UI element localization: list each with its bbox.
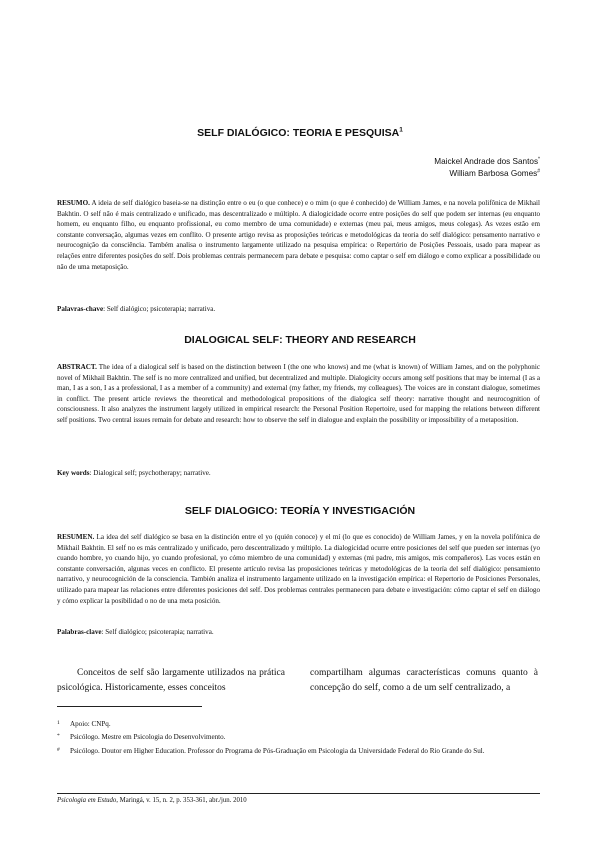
abstract-pt-label: RESUMO. <box>57 199 90 207</box>
title-en: DIALOGICAL SELF: THEORY AND RESEARCH <box>184 334 416 346</box>
journal-name: Psicologia em Estudo <box>57 797 117 804</box>
footnote-1: 1 Apoio: CNPq. <box>57 720 111 728</box>
footnote-2: * Psicólogo. Mestre em Psicologia do Desenvolvimento. <box>57 733 226 741</box>
footnote-divider <box>57 706 202 707</box>
footnote-3: # Psicólogo. Doutor em Higher Education. Professor do Programa de Pós-Graduação em Psicologia da Universidade Federal do Rio Grande do Sul. <box>57 747 485 755</box>
abstract-es-label: RESUMEN. <box>57 533 95 541</box>
title-pt: SELF DIALÓGICO: TEORIA E PESQUISA$^1$ <box>197 126 403 139</box>
abstract-en: ABSTRACT. The idea of a dialogical self is based on the distinction between I (the one who knows) and me (what is known) of William James, and on the polyphonic novel of Mikhail Bakhtin. The self is no more centralized and unified, but decentralized and multiple. Dialogicity occurs among self positions that may be internal (I as a man, I as a son, I as a professional, I as a member of a community) and external (my father, my friends, my colleagues). The voices are in constant dialogue, sometimes in conflict. The present article reviews the theoretical and methodological propositions of the dialogica self theory: narrative thought and neurocognition of consciousness. It also analyzes the instrument largely utilized in empirical research: the Personal Position Repertoire, used for mapping the relations between different self positions. Two central issues remain for debate and research: how to observe the self in dialogue and explain the possibility or impossibility of a metaposition. <box>57 363 540 424</box>
footer-divider <box>57 793 540 794</box>
keywords-pt: Palavras-chave: Self dialógico; psicoterapia; narrativa. <box>57 305 216 313</box>
author-2: William Barbosa Gomes# <box>449 168 540 178</box>
author-1: Maickel Andrade dos Santos* <box>434 156 540 166</box>
abstract-pt: RESUMO. A ideia de self dialógico baseia-se na distinção entre o eu (o que conhece) e o mim (o que é conhecido) de William James, e na novela polifônica de Mikhail Bakhtin. O self não é mais centralizado e unificado, mas descentralizado e múltiplo. A dialogicidade ocorre entre posições do self que podem ser internas (eu enquanto homem, eu enquanto filho, eu enquanto profissional, eu como membro de uma comunidade) e externas (meu pai, meus amigos, meus colegas). As vezes estão em constante conversação, algumas vezes em conflito. O presente artigo revisa as proposições teóricas e metodológicas da teoria do self dialógico: pensamento narrativo e neurocognição da consciência. Também analisa o instrumento largamente utilizado na pesquisa empírica: o Repertório de Posições Pessoais, usado para mapear as relações entre diferentes posições do self. Dois problemas centrais permanecem para debate e pesquisa: como captar o self em diálogo e como explicar a possibilidade ou não de uma metaposição. <box>57 199 540 271</box>
title-footnote-mark: 1 <box>399 126 403 134</box>
title-es: SELF DIALOGICO: TEORÍA Y INVESTIGACIÓN <box>184 505 416 517</box>
keywords-es: Palabras-clave: Self dialógico; psicoterapia; narrativa. <box>57 628 214 636</box>
body-column-right: compartilham algumas características comuns quanto à concepção do self, como a de um self centralizado, a <box>310 668 538 693</box>
body-column-left: Conceitos de self são largamente utilizados na prática psicológica. Historicamente, esses conceitos <box>57 668 285 693</box>
abstract-es: RESUMEN. La idea del self dialógico se basa en la distinción entre el yo (quién conoce) y el mí (lo que es conocido) de William James, y en la novela polifónica de Mikhail Bakhtin. El self no es más centralizado y unificado, pero descentralizado y múltiplo. La dialogicidad ocurre entre posiciones del self que pueden ser internas (yo cuando hombre, yo cuando hijo, yo cuando profesional, yo cómo miembro de una comunidad) y externas (mi padre, mis amigos, mis compañeros). Las voces están en constante conversación, algunas veces en conflicto. El presente artículo revisa las proposiciones teóricas y metodológicas de la teoría del self dialógico: pensamiento narrativo, y neurocognición de la consciencia. También analiza el instrumento largamente utilizado en la investigación empírica: el Repertorio de Posiciones Personales, utilizado para mapear las relaciones entre diferentes posiciones del self. Dos problemas centrales permanecen para debate e investigación: cómo captar el self en diálogo y cómo explicar la posibilidad o no de una meta posición. <box>57 533 540 605</box>
journal-citation: Psicologia em Estudo, Maringá, v. 15, n. 2, p. 353-361, abr./jun. 2010 <box>57 797 247 804</box>
keywords-en: Key words: Dialogical self; psychotherapy; narrative. <box>57 469 211 477</box>
abstract-en-label: ABSTRACT. <box>57 363 97 371</box>
